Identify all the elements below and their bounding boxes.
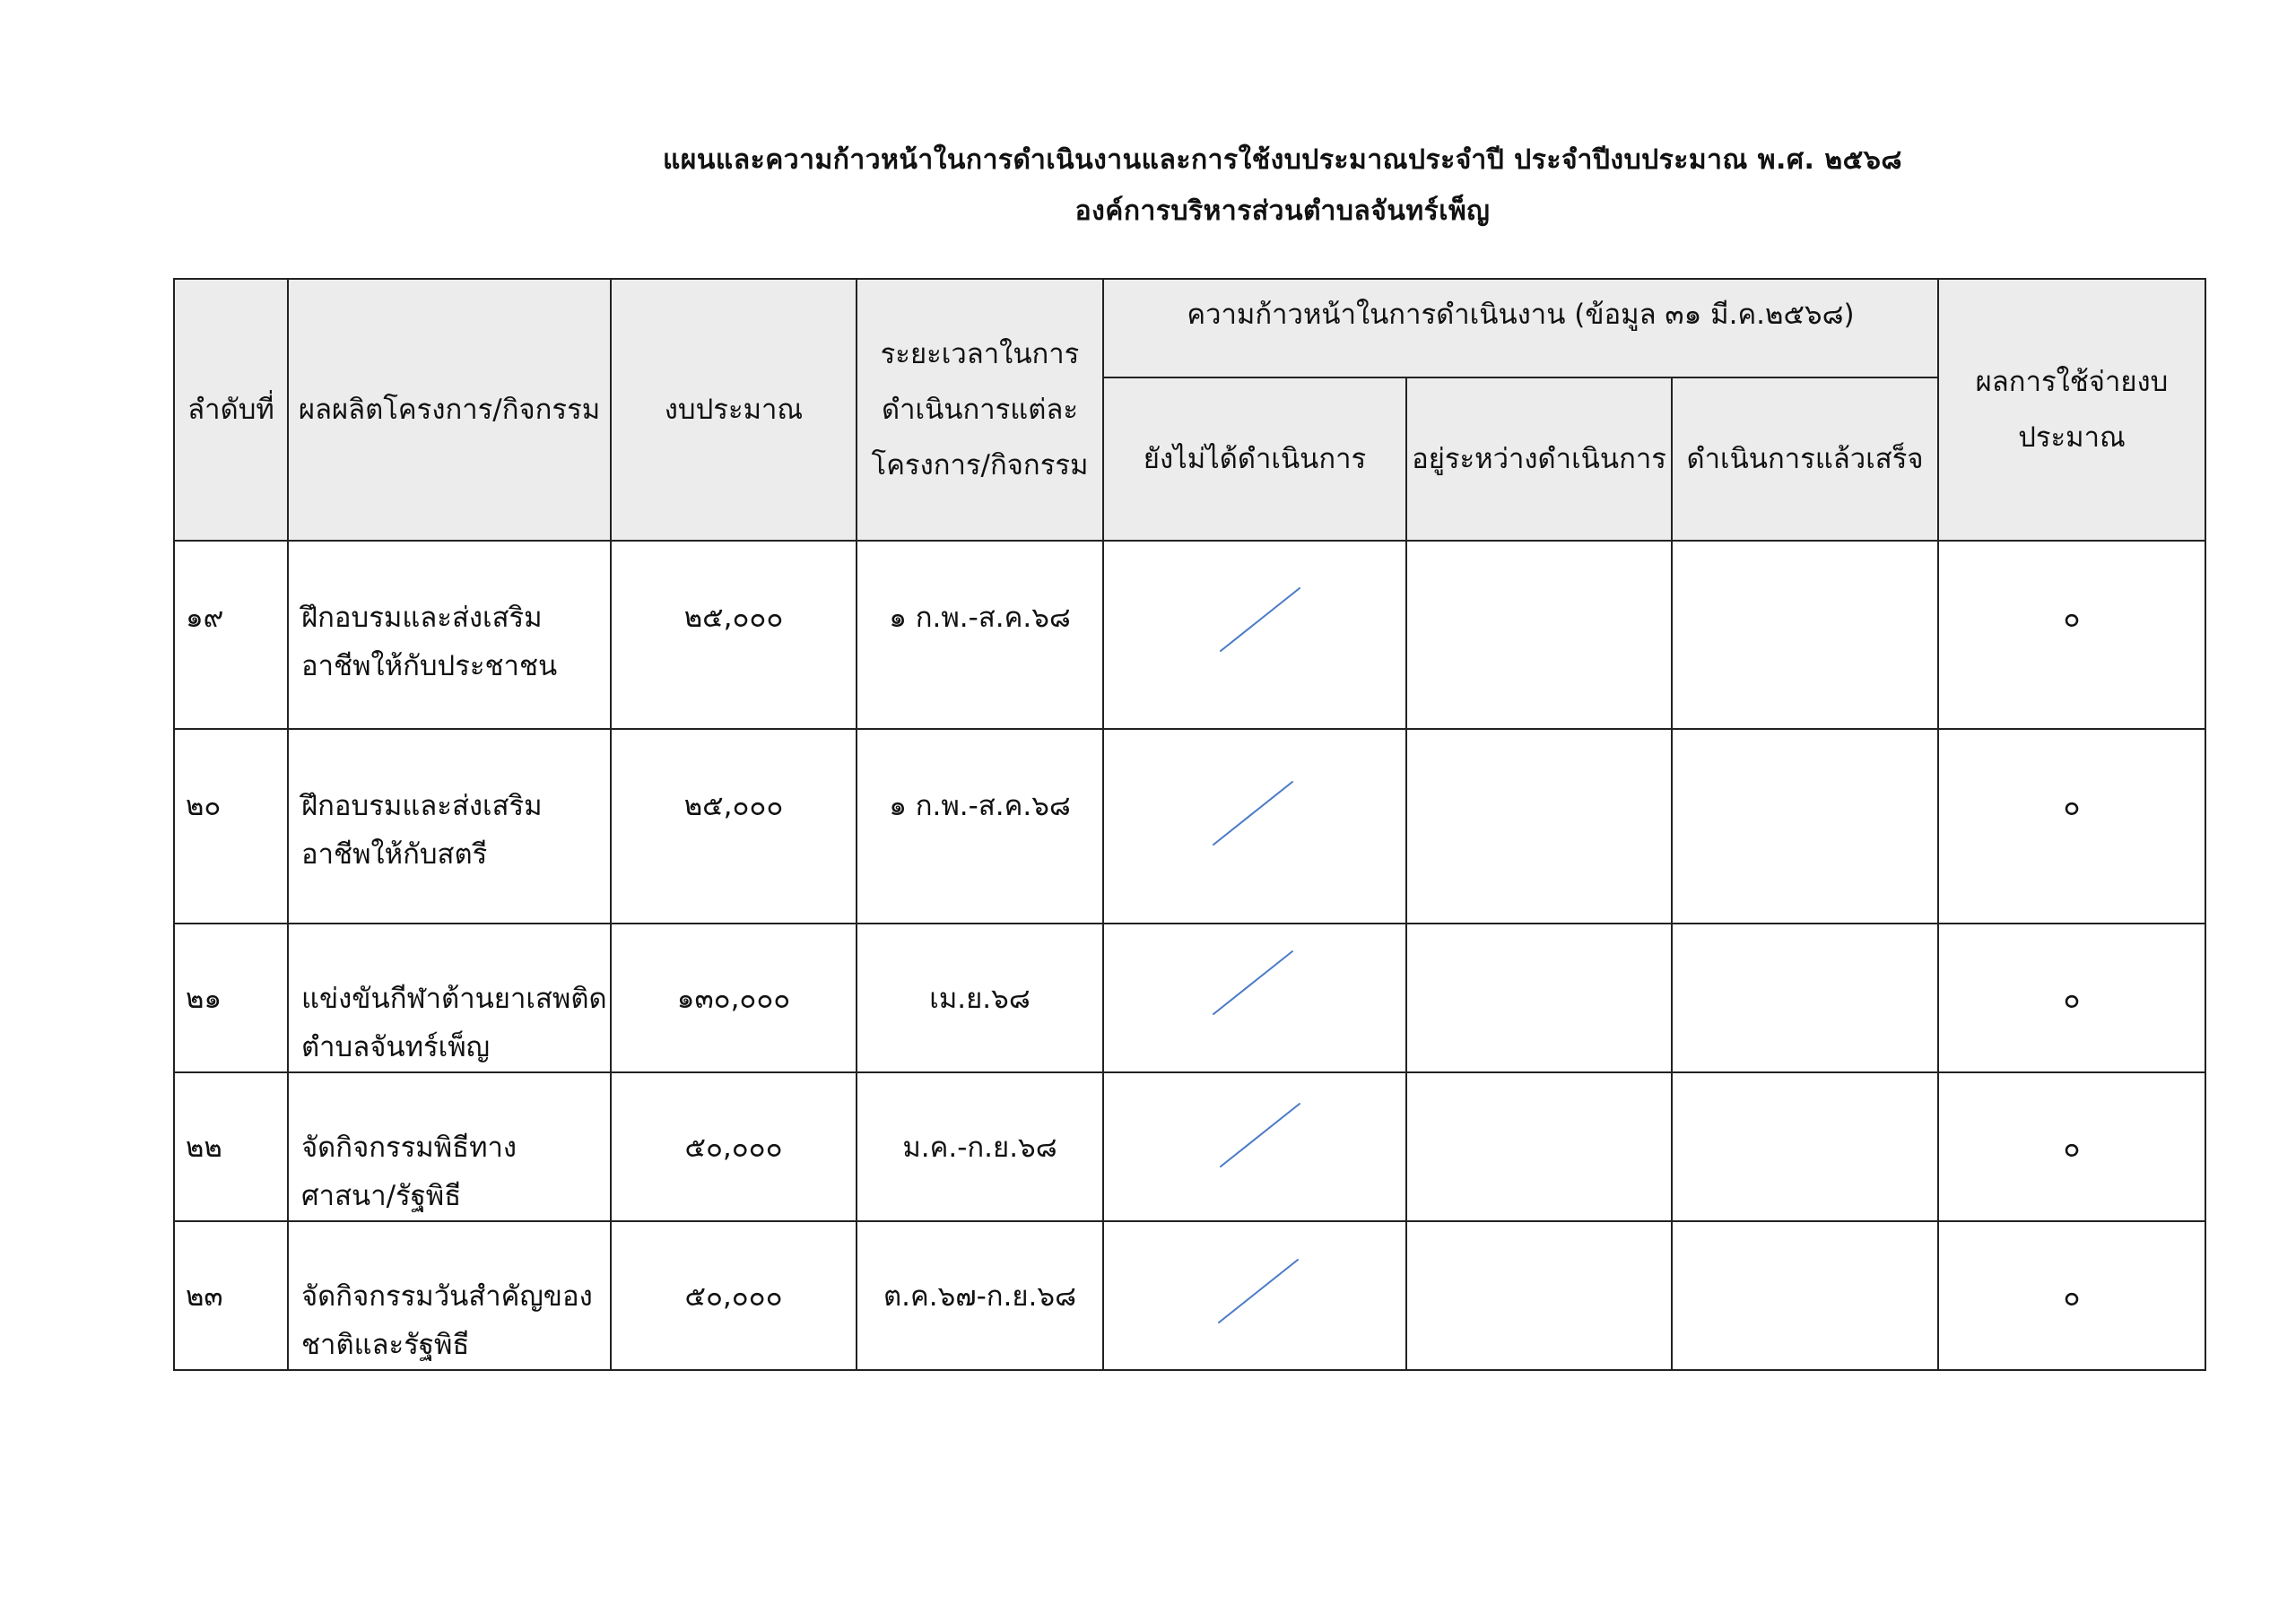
row-number [174,1072,288,1221]
period-value [857,1072,1103,1221]
col-header-completed: ดำเนินการแล้วเสร็จ [1672,377,1938,541]
table-body [174,541,2205,1370]
progress-table [173,278,2206,1371]
spent-value-text: ๐ [2063,602,2081,634]
col-header-in-progress: อยู่ระหว่างดำเนินการ [1406,377,1672,541]
table-row [174,1221,2205,1370]
spent-value-text: ๐ [2063,1132,2081,1164]
status-not-started-cell [1103,924,1406,1072]
row-number [174,541,288,729]
budget-value [611,924,857,1072]
col-header-progress-group: ความก้าวหน้าในการดำเนินงาน (ข้อมูล ๓๑ มี.ค.๒๕๖๘) [1103,279,1938,377]
budget-value [611,1221,857,1370]
status-in-progress-cell [1406,1221,1672,1370]
row-number-text: ๑๙ [186,602,224,634]
project-name-text: ฝึกอบรมและส่งเสริมอาชีพให้กับสตรี [301,790,543,871]
col-header-not-started: ยังไม่ได้ดำเนินการ [1103,377,1406,541]
table-row [174,924,2205,1072]
budget-value [611,541,857,729]
project-name [288,1221,611,1370]
project-name-text: ฝึกอบรมและส่งเสริมอาชีพให้กับประชาชน [301,602,558,682]
page-subtitle: องค์การบริหารส่วนตำบลจันทร์เพ็ญ [1074,195,1491,227]
spent-value [1938,1221,2205,1370]
budget-value-text: ๕๐,๐๐๐ [684,1132,783,1164]
status-completed-cell [1672,1221,1938,1370]
col-header-period: ระยะเวลาในการดำเนินการแต่ละโครงการ/กิจกรรม [857,279,1103,541]
project-name-text: จัดกิจกรรมวันสำคัญของชาติและรัฐพิธี [301,1280,593,1361]
project-name [288,1072,611,1221]
status-in-progress-cell [1406,729,1672,924]
row-number-text: ๒๓ [186,1280,223,1313]
status-completed-cell [1672,729,1938,924]
check-slash-icon [1104,730,1405,921]
page-title: แผนและความก้าวหน้าในการดำเนินงานและการใช้งบประมาณประจำปี ประจำปีงบประมาณ พ.ศ. ๒๕๖๘ [662,144,1903,176]
status-not-started-cell [1103,729,1406,924]
status-in-progress-cell [1406,541,1672,729]
period-value [857,729,1103,924]
status-in-progress-cell [1406,1072,1672,1221]
check-slash-icon [1104,1073,1405,1216]
project-name [288,924,611,1072]
col-header-project: ผลผลิตโครงการ/กิจกรรม [288,279,611,541]
table-row [174,541,2205,729]
spent-value-text: ๐ [2063,983,2081,1015]
status-completed-cell [1672,1072,1938,1221]
project-name-text: แข่งขันกีฬาต้านยาเสพติดตำบลจันทร์เพ็ญ [301,983,607,1063]
budget-value [611,729,857,924]
col-header-spent: ผลการใช้จ่ายงบประมาณ [1938,279,2205,541]
row-number-text: ๒๐ [186,790,222,822]
period-value-text: ๑ ก.พ.-ส.ค.๖๘ [889,790,1071,822]
period-value-text: ม.ค.-ก.ย.๖๘ [902,1132,1057,1164]
project-name-text: จัดกิจกรรมพิธีทางศาสนา/รัฐพิธี [301,1132,517,1212]
spent-value [1938,541,2205,729]
project-name [288,729,611,924]
status-in-progress-cell [1406,924,1672,1072]
budget-value-text: ๑๓๐,๐๐๐ [676,983,791,1015]
period-value [857,541,1103,729]
col-header-no: ลำดับที่ [174,279,288,541]
check-slash-icon [1104,542,1405,726]
budget-value-text: ๒๕,๐๐๐ [683,602,784,634]
spent-value [1938,729,2205,924]
row-number [174,1221,288,1370]
table-row [174,729,2205,924]
row-number [174,924,288,1072]
spent-value-text: ๐ [2063,790,2081,822]
spent-value [1938,1072,2205,1221]
period-value-text: ๑ ก.พ.-ส.ค.๖๘ [889,602,1071,634]
period-value-text: ต.ค.๖๗-ก.ย.๖๘ [883,1280,1076,1313]
status-not-started-cell [1103,1072,1406,1221]
table-row [174,1072,2205,1221]
budget-value [611,1072,857,1221]
period-value-text: เม.ย.๖๘ [929,983,1031,1015]
project-name [288,541,611,729]
period-value [857,924,1103,1072]
status-not-started-cell [1103,541,1406,729]
status-completed-cell [1672,924,1938,1072]
budget-value-text: ๕๐,๐๐๐ [684,1280,783,1313]
row-number [174,729,288,924]
spent-value [1938,924,2205,1072]
status-not-started-cell [1103,1221,1406,1370]
row-number-text: ๒๒ [186,1132,222,1164]
check-slash-icon [1104,924,1405,1067]
status-completed-cell [1672,541,1938,729]
row-number-text: ๒๑ [186,983,222,1015]
period-value [857,1221,1103,1370]
check-slash-icon [1104,1222,1405,1365]
col-header-budget: งบประมาณ [611,279,857,541]
spent-value-text: ๐ [2063,1280,2081,1313]
budget-value-text: ๒๕,๐๐๐ [683,790,784,822]
